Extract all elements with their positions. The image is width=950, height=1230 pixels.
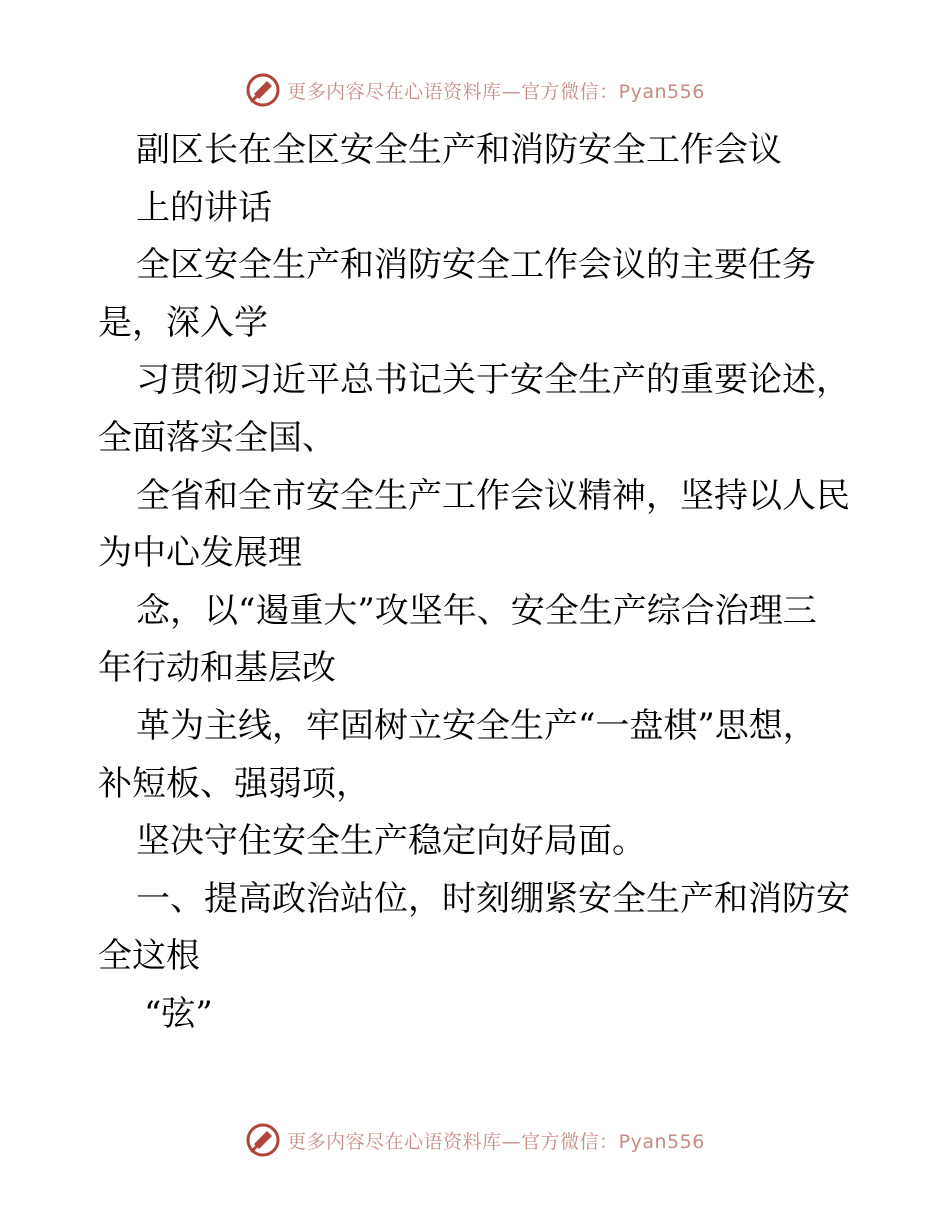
text-line: 副区长在全区安全生产和消防安全工作会议: [136, 130, 782, 170]
text-line: 是，深入学: [98, 302, 268, 343]
footer-watermark: [0, 1120, 950, 1160]
text-line: 全面落实全国、: [98, 417, 336, 458]
text-line: 全区安全生产和消防安全工作会议的主要任务: [136, 245, 816, 286]
document-body: [98, 122, 858, 1044]
text-line: 坚决守住安全生产稳定向好局面。: [136, 821, 646, 862]
text-line: 习贯彻习近平总书记关于安全生产的重要论述，: [136, 360, 850, 401]
text-line: 年行动和基层改: [98, 648, 336, 689]
text-line: 念，以“遏重大”攻坚年、安全生产综合治理三: [136, 590, 817, 631]
text-line: 补短板、强弱项，: [98, 763, 370, 804]
text-line: 全这根: [98, 936, 200, 977]
red-circle-logo-icon: [245, 1122, 281, 1158]
watermark-text: 更多内容尽在心语资料库—官方微信：Pyan556: [287, 80, 705, 103]
red-circle-logo-icon: [245, 72, 281, 108]
text-line: 全省和全市安全生产工作会议精神，坚持以人民: [136, 475, 850, 516]
text-line: 为中心发展理: [98, 533, 302, 574]
watermark-text: 更多内容尽在心语资料库—官方微信：Pyan556: [287, 1130, 705, 1153]
text-line: “弦”: [144, 993, 213, 1034]
text-line: 一、提高政治站位，时刻绷紧安全生产和消防安: [136, 878, 850, 919]
text-line: 上的讲话: [136, 187, 272, 228]
text-line: 革为主线，牢固树立安全生产“一盘棋”思想，: [136, 705, 817, 746]
header-watermark: [0, 70, 950, 110]
